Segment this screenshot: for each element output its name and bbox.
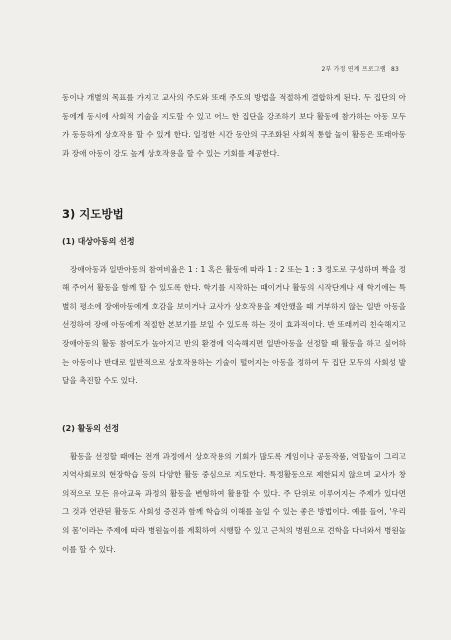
subsection-text-2: 활동을 선정할 때에는 전개 과정에서 상호작용의 기회가 많도록 게임이나 공동작품, 역할놀이 그리고 지역사회로의 현장학습 등의 다양한 활동 중심으로 지도한다. 특정활동으로 제한되지 않으며 교사가 창의적으로 모든 유아교육 과정의 활동을 변형하여 활용할 수 있다. 주 단위로 이루어지는 주제가 있다면 그 것과 연관된 활동도 사회성 증진과 함께 학습의 이해를 높일 수 있는 좋은 방법이다. 예를 들어, '우리의 몸'이라는 주제에 따라 병원놀이를 계획하여 시행할 수 있고 근처의 병원으로 견학을 다녀와서 병원놀이를 할 수 있다. [62,451,406,554]
section-title: 3) 지도방법 [62,207,124,221]
running-title: 2부 가정 연계 프로그램 [321,66,386,73]
page-number: 83 [390,66,399,73]
subsection-text-1: 장애아동과 일반아동의 참여비율은 1 : 1 혹은 활동에 따라 1 : 2 또는 1 : 3 정도로 구성하며 짝을 정해 주어서 활동을 함께 할 수 있도록 한다. 학기를 시작하는 때이거나 활동의 시작단계나 새 학기에는 특별히 평소에 장애아동에게 호감을 보이거나 교사가 상호작용을 제안했을 때 거부하지 않는 일반 아동을 선정하여 장애 아동에게 적절한 본보기를 보일 수 있도록 하는 것이 효과적이다. 반 또래끼리 친숙해지고 장애아동의 활동 참여도가 높아지고 반의 환경에 익숙해지면 일반아동을 선정할 때 활동을 하고 싶어하는 아동이나 반대로 일반적으로 상호작용하는 기술이 떨어지는 아동을 정하여 두 집단 모두의 사회성 발달을 촉진할 수도 있다. [62,264,406,386]
subsection-heading-2: (2) 활동의 선정 [62,424,120,433]
intro-text: 동이나 개별의 목표를 가지고 교사의 주도와 또래 주도의 방법을 적절하게 결합하게 된다. 두 집단의 아동에게 동시에 사회적 기술을 지도할 수 있고 어느 한 집단을 강조하기 보다 활동에 참가하는 아동 모두가 동등하게 상호작용 할 수 있게 한다. 일정한 시간 동안의 구조화된 사회적 통합 놀이 활동은 또래아동과 장애 아동이 강도 높게 상호작용을 할 수 있는 기회를 제공한다. [62,93,406,158]
intro-paragraph [62,89,406,163]
subsection-heading-1: (1) 대상아동의 선정 [62,237,135,246]
subsection-body-1 [62,253,406,398]
subsection-body-2 [62,440,406,567]
running-header [322,64,399,73]
